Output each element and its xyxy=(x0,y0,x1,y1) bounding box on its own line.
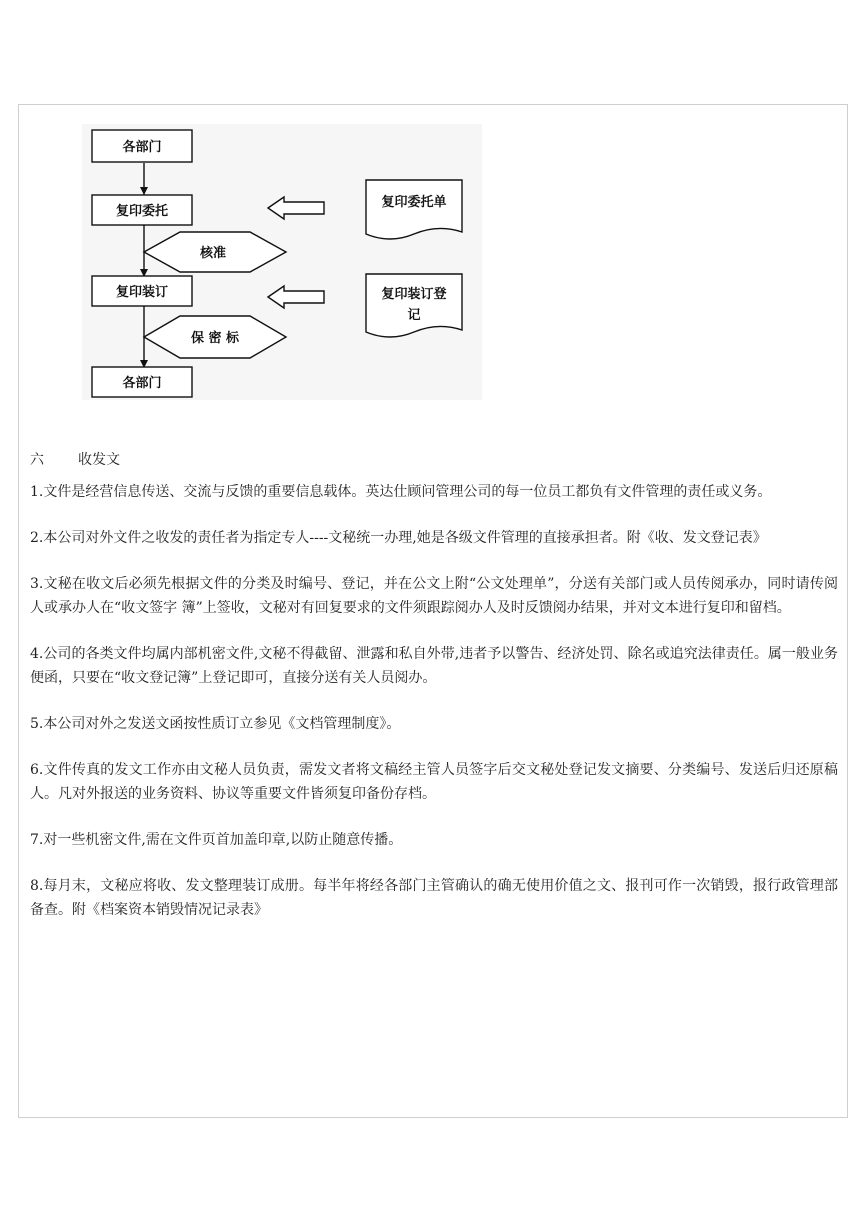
paragraph-1: 1.文件是经营信息传送、交流与反馈的重要信息载体。英达仕顾问管理公司的每一位员工都负有文件管理的责任或义务。 xyxy=(30,484,772,500)
doc-copy-binding-register-line1: 复印装订登 xyxy=(381,287,447,302)
section-title: 收发文 xyxy=(78,452,120,468)
box-copy-request-label: 复印委托 xyxy=(115,204,169,219)
copy-process-flowchart xyxy=(82,124,482,400)
paragraph-3: 3.文秘在收文后必须先根据文件的分类及时编号、登记，并在公文上附“公文处理单”，分送有关部门或人员传阅承办，同时请传阅人或承办人在“收文签字 簿”上签收，文秘对有回复要求的文件须跟踪阅办人及时反馈阅办结果，并对文本进行复印和留档。 xyxy=(30,576,838,616)
diamond-secret-mark-label: 保 密 标 xyxy=(190,331,240,346)
box-dept-top-label: 各部门 xyxy=(122,140,162,155)
flowchart-background xyxy=(82,124,482,400)
paragraph-8: 8.每月末，文秘应将收、发文整理装订成册。每半年将经各部门主管确认的确无使用价值之文、报刊可作一次销毁，报行政管理部备查。附《档案资本销毁情况记录表》 xyxy=(30,878,838,918)
doc-copy-binding-register-line2: 记 xyxy=(407,308,421,323)
flowchart-canvas xyxy=(82,124,482,400)
paragraph-2: 2.本公司对外文件之收发的责任者为指定专人----文秘统一办理,她是各级文件管理的直接承担者。附《收、发文登记表》 xyxy=(30,530,767,546)
paragraph-4: 4.公司的各类文件均属内部机密文件,文秘不得截留、泄露和私自外带,违者予以警告、经济处罚、除名或追究法律责任。属一般业务便函，只要在“收文登记簿”上登记即可，直接分送有关人员阅办。 xyxy=(30,646,838,686)
paragraph-5: 5.本公司对外之发送文函按性质订立参见《文档管理制度》。 xyxy=(30,716,401,732)
paragraph-6: 6.文件传真的发文工作亦由文秘人员负责，需发文者将文稿经主管人员签字后交文秘处登记发文摘要、分类编号、发送后归还原稿人。凡对外报送的业务资料、协议等重要文件皆须复印备份存档。 xyxy=(30,762,838,802)
box-dept-bottom-label: 各部门 xyxy=(122,376,162,391)
doc-copy-request-form-label: 复印委托单 xyxy=(381,195,447,210)
box-copy-binding-label: 复印装订 xyxy=(115,285,169,300)
section-heading xyxy=(30,448,838,472)
paragraph-7: 7.对一些机密文件,需在文件页首加盖印章,以防止随意传播。 xyxy=(30,832,403,848)
document-body xyxy=(30,448,838,944)
diamond-approve-label: 核准 xyxy=(199,246,227,261)
section-number: 六 xyxy=(30,452,44,468)
